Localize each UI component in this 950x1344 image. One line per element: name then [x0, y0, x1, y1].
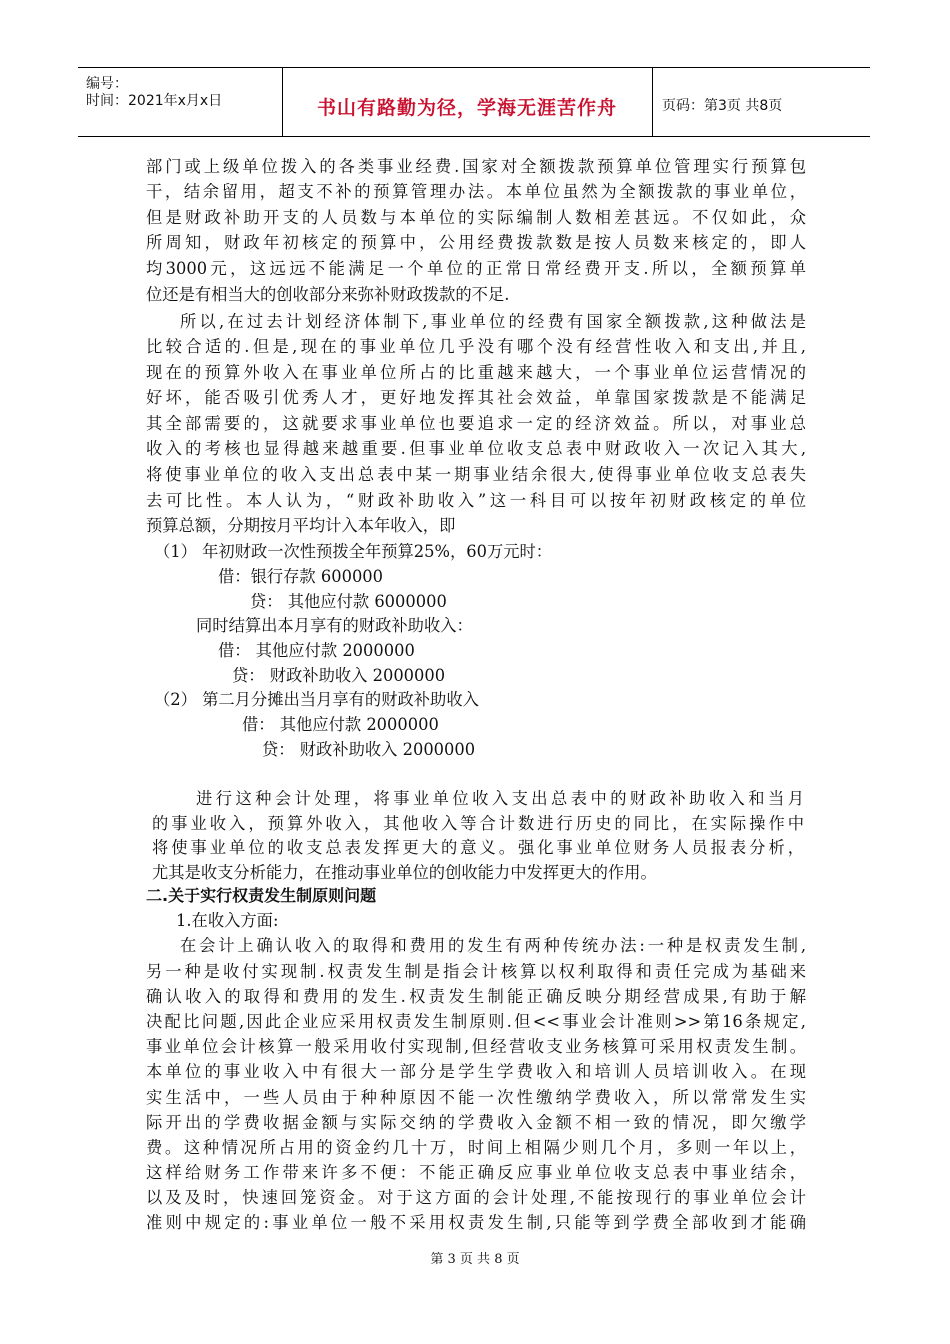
body-line: 尤其是收支分析能力，在推动事业单位的创收能力中发挥更大的作用。 [152, 863, 657, 882]
body-line: 在会计上确认收入的取得和费用的发生有两种传统办法:一种是权责发生制, [180, 936, 806, 955]
journal-debit: 借：银行存款 600000 [218, 567, 384, 586]
body-line: 将使事业单位的收支总表发挥更大的意义。强化事业单位财务人员报表分析， [152, 838, 804, 857]
journal-credit: 贷： 财政补助收入 2000000 [262, 740, 476, 759]
body-line: 部门或上级单位拨入的各类事业经费.国家对全额拨款预算单位管理实行预算包 [146, 157, 806, 176]
body-line: 预算总额，分期按月平均计入本年收入，即 [146, 516, 456, 535]
body-line: 本单位的事业收入中有很大一部分是学生学费收入和培训人员培训收入。在现 [146, 1062, 806, 1081]
body-line: 但是财政补助开支的人员数与本单位的实际编制人数相差甚远。不仅如此，众 [146, 208, 806, 227]
journal-credit: 贷： 财政补助收入 2000000 [232, 666, 446, 685]
body-line: 收入的考核也显得越来越重要.但事业单位收支总表中财政收入一次记入其大, [146, 439, 806, 458]
body-line: 比较合适的.但是,现在的事业单位几乎没有哪个没有经营性收入和支出,并且, [146, 337, 806, 356]
body-line: 费。这种情况所占用的资金约几十万，时间上相隔少则几个月，多则一年以上， [146, 1138, 806, 1157]
body-line: 确认收入的取得和费用的发生.权责发生制能正确反映分期经营成果,有助于解 [146, 987, 806, 1006]
body-line: 决配比问题,因此企业应采用权责发生制原则.但<<事业会计准则>>第16条规定, [146, 1012, 806, 1031]
header-motto-cell [282, 68, 653, 136]
body-line: 同时结算出本月享有的财政补助收入： [196, 616, 473, 635]
body-line: 所周知，财政年初核定的预算中，公用经费拨款数是按人员数来核定的，即人 [146, 233, 806, 252]
body-line: 将使事业单位的收入支出总表中某一期事业结余很大,使得事业单位收支总表失 [146, 465, 806, 484]
body-line: 以及及时，快速回笼资金。对于这方面的会计处理,不能按现行的事业单位会计 [146, 1188, 806, 1207]
code-label: 编号： [86, 76, 128, 92]
motto: 书山有路勤为径，学海无涯苦作舟 [316, 97, 617, 119]
body-line: 实生活中，一些人员由于种种原因不能一次性缴纳学费收入，所以常常发生实 [146, 1088, 806, 1107]
body-line: 准则中规定的:事业单位一般不采用权责发生制,只能等到学费全部收到才能确 [146, 1213, 806, 1232]
section-heading: 二.关于实行权责发生制原则问题 [146, 886, 377, 905]
body-line: 现在的预算外收入在事业单位所占的比重越来越大，一个事业单位运营情况的 [146, 363, 806, 382]
document-header [78, 67, 870, 137]
journal-debit: 借： 其他应付款 2000000 [218, 641, 415, 660]
body-line: 位还是有相当大的创收部分来弥补财政拨款的不足. [146, 285, 510, 304]
body-line: 这样给财务工作带来许多不便：不能正确反应事业单位收支总表中事业结余， [146, 1163, 806, 1182]
body-line: 另一种是收付实现制.权责发生制是指会计核算以权利取得和责任完成为基础来 [146, 962, 806, 981]
body-line: 好坏，能否吸引优秀人才，更好地发挥其社会效益，单靠国家拨款是不能满足 [146, 388, 806, 407]
body-line: 的事业收入，预算外收入，其他收入等合计数进行历史的同比，在实际操作中 [152, 814, 804, 833]
body-line: 均3000元，这远远不能满足一个单位的正常日常经费开支.所以，全额预算单 [146, 259, 806, 278]
body-line: 去可比性。本人认为，“财政补助收入”这一科目可以按年初财政核定的单位 [146, 491, 806, 510]
journal-credit: 贷： 其他应付款 6000000 [250, 592, 447, 611]
date-line: 时间：2021年x月x日 [86, 93, 223, 109]
entry-item-1: （1） 年初财政一次性预拨全年预算25%，60万元时： [154, 542, 553, 561]
body-line: 其全部需要的，这就要求事业单位也要追求一定的经济效益。所以，对事业总 [146, 414, 806, 433]
body-line: 所以,在过去计划经济体制下,事业单位的经费有国家全额拨款,这种做法是 [180, 312, 806, 331]
journal-debit: 借： 其他应付款 2000000 [242, 715, 439, 734]
header-meta-cell [78, 68, 283, 136]
body-line: 事业单位会计核算一般采用收付实现制,但经营收支业务核算可采用权责发生制。 [146, 1037, 806, 1056]
subsection-heading: 1.在收入方面: [176, 911, 279, 930]
body-line: 干，结余留用，超支不补的预算管理办法。本单位虽然为全额拨款的事业单位， [146, 182, 806, 201]
body-line: 际开出的学费收据金额与实际交纳的学费收入金额不相一致的情况，即欠缴学 [146, 1113, 806, 1132]
body-line: 进行这种会计处理，将事业单位收入支出总表中的财政补助收入和当月 [196, 789, 804, 808]
page-info: 页码：第3页 共8页 [662, 98, 783, 114]
header-page-cell [652, 68, 870, 136]
entry-item-2: （2） 第二月分摊出当月享有的财政补助收入 [154, 690, 479, 709]
page-footer: 第 3 页 共 8 页 [430, 1252, 520, 1267]
